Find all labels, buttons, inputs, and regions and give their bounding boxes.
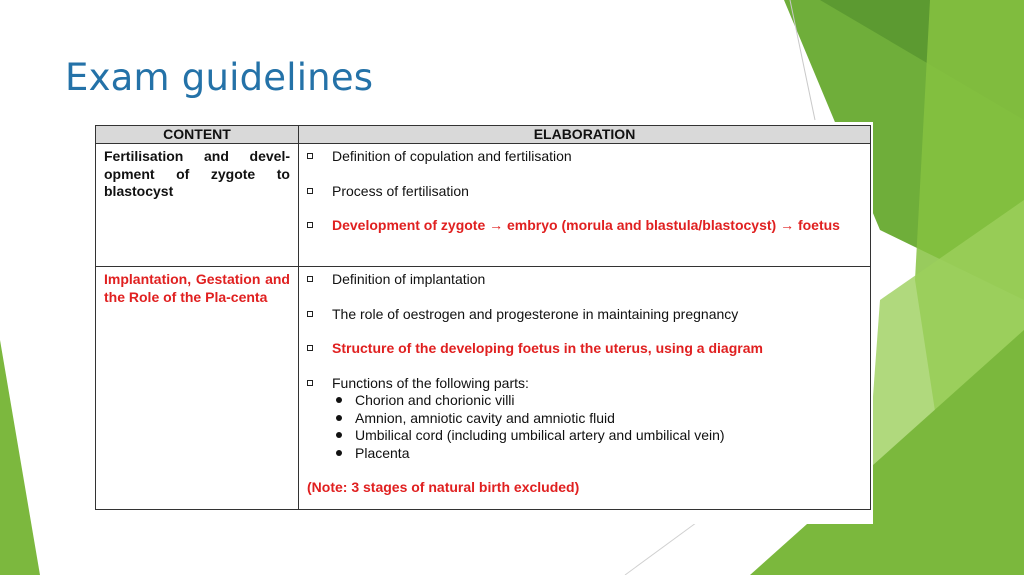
item-text: Definition of implantation [332,271,486,287]
deco-line-bottom [625,520,700,575]
table-header-row [96,126,871,144]
table-row [96,144,871,267]
item-text-highlight: Structure of the developing foetus in the uterus, using a diagram [332,340,763,356]
elaboration-cell [299,144,871,267]
list-item [307,217,864,235]
checkbox-bullet-icon [307,153,313,159]
header-elaboration: ELABORATION [299,126,871,144]
list-item [307,340,864,358]
bullet-dot-icon [336,415,342,421]
checkbox-bullet-icon [307,380,313,386]
checkbox-bullet-icon [307,345,313,351]
checkbox-bullet-icon [307,276,313,282]
part-text: Amnion, amniotic cavity and amniotic fluid [355,409,615,426]
elaboration-list [307,271,864,462]
item-text: The role of oestrogen and progesterone in maintaining pregnancy [332,305,739,322]
part-item [332,410,864,428]
list-item [307,148,864,166]
part-text: Chorion and chorionic villi [355,392,515,408]
list-item [307,375,864,463]
part-item [332,392,864,410]
note-text: (Note: 3 stages of natural birth excluded) [307,479,580,495]
list-item [307,306,864,324]
elaboration-cell [299,267,871,510]
exam-guidelines-table [95,125,871,510]
list-item [307,183,864,201]
part-text: Umbilical cord (including umbilical artery and umbilical vein) [355,427,725,443]
deco-triangle-left [0,340,40,575]
header-content: CONTENT [96,126,299,144]
bullet-dot-icon [336,432,342,438]
elaboration-list [307,148,864,235]
bullet-dot-icon [336,450,342,456]
bullet-dot-icon [336,397,342,403]
checkbox-bullet-icon [307,222,313,228]
part-item [332,427,864,445]
part-text: Placenta [355,444,410,461]
item-text: Process of fertilisation [332,182,469,199]
item-text: Definition of copulation and fertilisation [332,148,572,164]
checkbox-bullet-icon [307,311,313,317]
page-title: Exam guidelines [65,56,374,99]
list-item [307,271,864,289]
item-text: Functions of the following parts: [332,374,529,391]
part-item [332,445,864,463]
checkbox-bullet-icon [307,188,313,194]
content-cell-highlight: Implantation, Gestation and the Role of the Pla-centa [96,267,299,510]
content-cell: Fertilisation and devel-opment of zygote to blastocyst [96,144,299,267]
item-text-highlight: Development of zygote → embryo (morula and blastula/blastocyst) → foetus [332,217,840,233]
parts-list [332,392,864,462]
table-row [96,267,871,510]
